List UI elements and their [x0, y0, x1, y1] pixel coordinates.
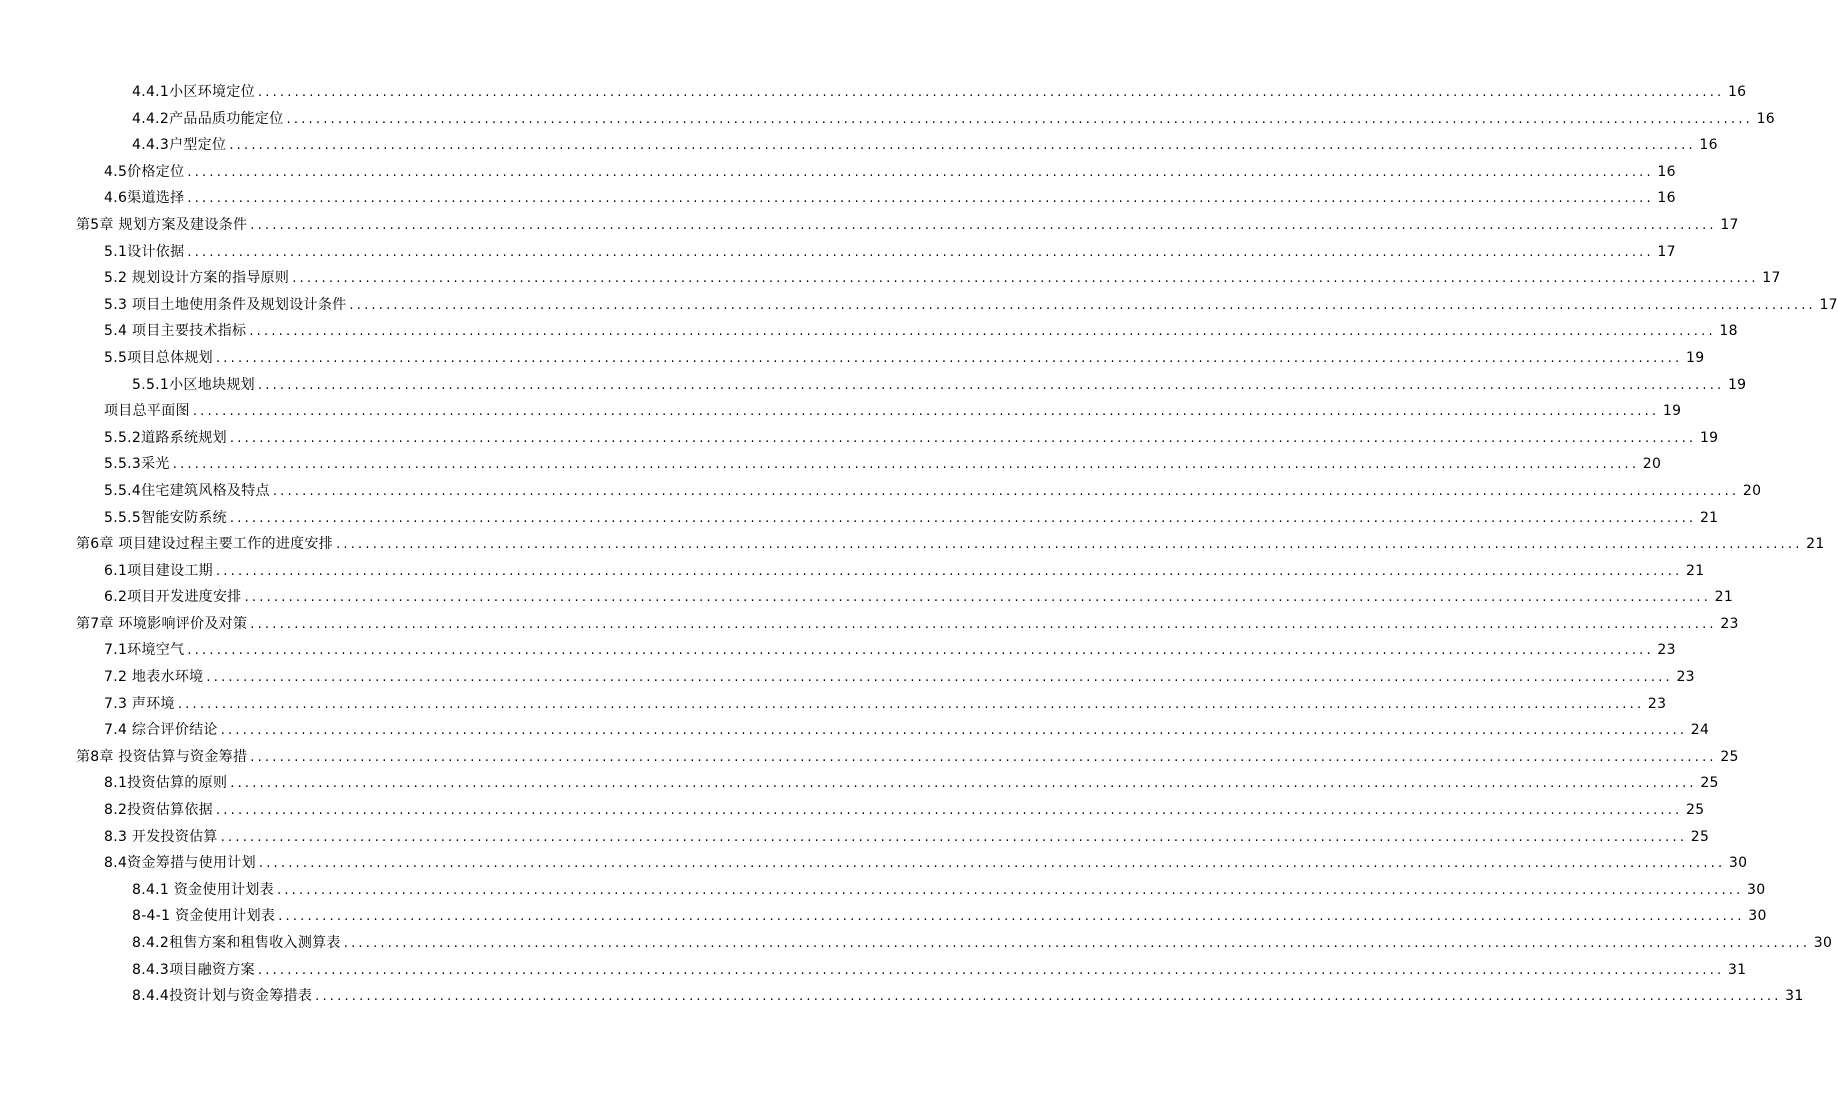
toc-entry-title: 4.5价格定位 [104, 163, 185, 180]
toc-entry-title: 5.5.2道路系统规划 [104, 429, 227, 446]
toc-entry[interactable] [0, 664, 1695, 691]
toc-entry-title: 5.5.3采光 [104, 456, 170, 473]
toc-entry[interactable] [0, 877, 1766, 904]
toc-entry[interactable] [0, 637, 1676, 664]
toc-entry[interactable] [0, 691, 1667, 718]
toc-entry[interactable] [0, 212, 1739, 239]
toc-entry[interactable] [0, 451, 1662, 478]
toc-entry[interactable] [0, 584, 1734, 611]
toc-entry-page-number: 25 [1700, 775, 1719, 792]
toc-entry-page-number: 16 [1727, 84, 1747, 100]
toc-entry[interactable] [0, 79, 1747, 106]
toc-entry-title: 5.5.5智能安防系统 [104, 509, 227, 526]
dot-leader: ........................................................................................................................................................................................................ [272, 483, 1740, 499]
toc-entry-title: 第6章 项目建设过程主要工作的进度安排 [76, 536, 334, 553]
toc-entry-title: 7.3 声环境 [104, 695, 175, 712]
toc-entry-title: 7.4 综合评价结论 [104, 722, 218, 739]
toc-entry[interactable] [0, 983, 1804, 1010]
toc-entry[interactable] [0, 345, 1705, 372]
toc-entry-title: 第5章 规划方案及建设条件 [76, 216, 248, 233]
toc-entry-page-number: 30 [1748, 908, 1767, 925]
dot-leader: ........................................................................................................................................................................................................ [258, 856, 1726, 872]
toc-entry-page-number: 19 [1699, 429, 1719, 446]
toc-entry-title: 8.1投资估算的原则 [104, 775, 228, 792]
dot-leader: ........................................................................................................................................................................................................ [292, 271, 1759, 287]
toc-entry[interactable] [0, 903, 1767, 930]
toc-entry-title: 4.4.3户型定位 [132, 137, 227, 154]
toc-entry-title: 5.5.4住宅建筑风格及特点 [104, 482, 270, 499]
dot-leader: ........................................................................................................................................................................................................ [257, 377, 1725, 393]
toc-entry[interactable] [0, 797, 1705, 824]
toc-entry-page-number: 25 [1720, 748, 1739, 765]
toc-entry-page-number: 19 [1686, 349, 1705, 366]
dot-leader: ........................................................................................................................................................................................................ [220, 829, 1688, 845]
toc-entry-page-number: 18 [1719, 323, 1738, 340]
dot-leader: ........................................................................................................................................................................................................ [286, 111, 1753, 127]
toc-entry-title: 7.1环境空气 [104, 642, 185, 659]
toc-entry-title: 8.4.3项目融资方案 [132, 961, 255, 978]
dot-leader: ........................................................................................................................................................................................................ [220, 723, 1688, 739]
toc-entry-title: 5.1设计依据 [104, 243, 185, 260]
toc-entry-page-number: 17 [1657, 243, 1676, 260]
toc-entry-page-number: 20 [1642, 456, 1662, 473]
toc-entry-title: 项目总平面图 [104, 403, 190, 420]
dot-leader: ........................................................................................................................................................................................................ [229, 138, 1696, 154]
toc-entry-page-number: 23 [1647, 695, 1667, 712]
toc-entry-page-number: 16 [1756, 110, 1775, 127]
toc-entry-page-number: 19 [1727, 376, 1747, 393]
toc-entry[interactable] [0, 558, 1705, 585]
toc-entry-page-number: 21 [1806, 536, 1825, 553]
toc-entry[interactable] [0, 159, 1676, 186]
toc-entry[interactable] [0, 318, 1738, 345]
toc-entry[interactable] [0, 930, 1833, 957]
dot-leader: ........................................................................................................................................................................................................ [187, 164, 1654, 180]
toc-entry-title: 6.2项目开发进度安排 [104, 589, 242, 606]
toc-entry-title: 4.4.1小区环境定位 [132, 84, 255, 100]
toc-entry-page-number: 30 [1813, 935, 1833, 951]
toc-entry-page-number: 23 [1720, 615, 1739, 632]
toc-entry-page-number: 21 [1699, 509, 1719, 526]
dot-leader: ........................................................................................................................................................................................................ [343, 936, 1811, 951]
toc-entry[interactable] [0, 398, 1682, 425]
toc-entry-title: 5.2 规划设计方案的指导原则 [104, 270, 290, 287]
toc-entry[interactable] [0, 265, 1781, 292]
dot-leader: ........................................................................................................................................................................................................ [215, 563, 1683, 579]
toc-entry-page-number: 16 [1657, 190, 1676, 207]
dot-leader: ........................................................................................................................................................................................................ [249, 324, 1716, 340]
toc-entry[interactable] [0, 106, 1775, 133]
dot-leader: ........................................................................................................................................................................................................ [250, 217, 1717, 233]
toc-entry[interactable] [0, 292, 1838, 319]
toc-entry-page-number: 20 [1742, 482, 1762, 499]
toc-entry-title: 5.4 项目主要技术指标 [104, 323, 247, 340]
toc-entry-title: 8-4-1 资金使用计划表 [132, 908, 276, 925]
toc-entry[interactable] [0, 770, 1719, 797]
dot-leader: ........................................................................................................................................................................................................ [229, 510, 1697, 526]
dot-leader: ........................................................................................................................................................................................................ [187, 643, 1654, 659]
toc-entry-page-number: 24 [1690, 722, 1710, 739]
toc-entry-page-number: 21 [1714, 589, 1734, 606]
dot-leader: ........................................................................................................................................................................................................ [215, 803, 1683, 819]
dot-leader: ........................................................................................................................................................................................................ [349, 297, 1816, 313]
toc-entry-page-number: 31 [1785, 988, 1804, 1005]
toc-entry[interactable] [0, 132, 1718, 159]
dot-leader: ........................................................................................................................................................................................................ [229, 430, 1697, 446]
toc-entry-page-number: 16 [1657, 163, 1676, 180]
dot-leader: ........................................................................................................................................................................................................ [177, 696, 1645, 712]
toc-entry-title: 8.4资金筹措与使用计划 [104, 855, 256, 872]
toc-entry[interactable] [0, 957, 1747, 984]
dot-leader: ........................................................................................................................................................................................................ [187, 244, 1654, 260]
toc-entry[interactable] [0, 185, 1676, 212]
toc-entry-page-number: 21 [1686, 562, 1705, 579]
dot-leader: ........................................................................................................................................................................................................ [206, 670, 1673, 686]
dot-leader: ........................................................................................................................................................................................................ [257, 85, 1725, 100]
toc-entry-page-number: 23 [1676, 669, 1695, 686]
toc-entry-page-number: 30 [1728, 855, 1748, 872]
dot-leader: ........................................................................................................................................................................................................ [172, 457, 1640, 473]
toc-entry[interactable] [0, 505, 1719, 532]
toc-entry-page-number: 17 [1762, 270, 1781, 287]
toc-entry[interactable] [0, 611, 1739, 638]
toc-entry-title: 5.3 项目土地使用条件及规划设计条件 [104, 296, 347, 313]
toc-entry-title: 7.2 地表水环境 [104, 669, 204, 686]
toc-entry-title: 第7章 环境影响评价及对策 [76, 615, 248, 632]
toc-entry-page-number: 31 [1727, 961, 1747, 978]
toc-entry-page-number: 25 [1690, 828, 1710, 845]
dot-leader: ........................................................................................................................................................................................................ [278, 909, 1745, 925]
toc-entry[interactable] [0, 744, 1739, 771]
toc-entry[interactable] [0, 239, 1676, 266]
dot-leader: ........................................................................................................................................................................................................ [315, 989, 1782, 1005]
dot-leader: ........................................................................................................................................................................................................ [250, 616, 1717, 632]
table-of-contents [0, 79, 1838, 1010]
toc-entry-title: 4.4.2产品品质功能定位 [132, 110, 284, 127]
toc-entry[interactable] [0, 531, 1825, 558]
toc-entry[interactable] [0, 425, 1719, 452]
toc-entry-page-number: 17 [1720, 216, 1739, 233]
dot-leader: ........................................................................................................................................................................................................ [215, 350, 1683, 366]
dot-leader: ........................................................................................................................................................................................................ [230, 776, 1697, 792]
toc-entry-title: 5.5项目总体规划 [104, 349, 213, 366]
toc-entry-title: 8.4.2租售方案和租售收入测算表 [132, 935, 341, 951]
toc-entry[interactable] [0, 824, 1710, 851]
toc-entry-title: 第8章 投资估算与资金筹措 [76, 748, 248, 765]
toc-entry-title: 4.6渠道选择 [104, 190, 185, 207]
toc-entry-page-number: 16 [1699, 137, 1718, 154]
toc-entry-page-number: 17 [1819, 296, 1838, 313]
toc-entry-title: 8.4.4投资计划与资金筹措表 [132, 988, 313, 1005]
dot-leader: ........................................................................................................................................................................................................ [187, 191, 1654, 207]
toc-entry-page-number: 30 [1747, 881, 1766, 898]
toc-entry[interactable] [0, 717, 1710, 744]
toc-entry[interactable] [0, 850, 1748, 877]
toc-entry-title: 8.4.1 资金使用计划表 [132, 881, 274, 898]
dot-leader: ........................................................................................................................................................................................................ [244, 590, 1712, 606]
toc-entry-title: 5.5.1小区地块规划 [132, 376, 255, 393]
dot-leader: ........................................................................................................................................................................................................ [257, 962, 1725, 978]
toc-entry-page-number: 25 [1686, 802, 1705, 819]
toc-entry[interactable] [0, 478, 1762, 505]
toc-entry-page-number: 23 [1657, 642, 1676, 659]
toc-entry-title: 8.3 开发投资估算 [104, 828, 218, 845]
dot-leader: ........................................................................................................................................................................................................ [276, 882, 1744, 898]
dot-leader: ........................................................................................................................................................................................................ [192, 404, 1660, 420]
dot-leader: ........................................................................................................................................................................................................ [336, 537, 1803, 553]
toc-entry-title: 6.1项目建设工期 [104, 562, 213, 579]
toc-entry-title: 8.2投资估算依据 [104, 802, 213, 819]
toc-entry[interactable] [0, 372, 1747, 399]
dot-leader: ........................................................................................................................................................................................................ [250, 749, 1717, 765]
toc-entry-page-number: 19 [1662, 403, 1682, 420]
